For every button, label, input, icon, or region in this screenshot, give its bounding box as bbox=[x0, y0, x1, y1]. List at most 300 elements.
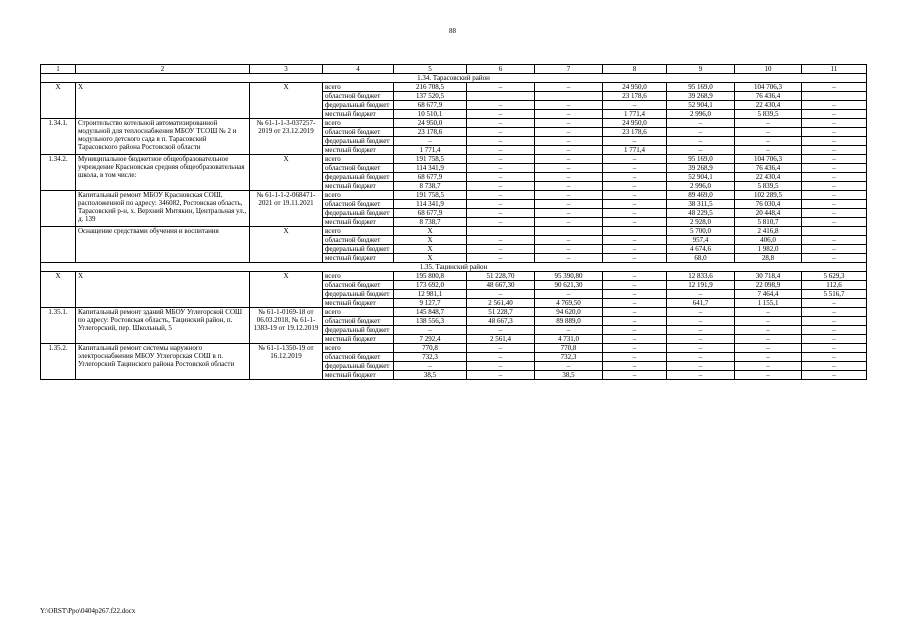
amount-cell: 1 982,0 bbox=[735, 245, 802, 254]
amount-cell: – bbox=[467, 236, 535, 245]
amount-cell: – bbox=[802, 308, 867, 317]
amount-cell: 68 677,9 bbox=[394, 101, 467, 110]
column-number-row bbox=[41, 65, 867, 74]
amount-cell: 30 718,4 bbox=[735, 272, 802, 281]
amount-cell: – bbox=[802, 245, 867, 254]
amount-cell: 22 430,4 bbox=[735, 173, 802, 182]
amount-cell: – bbox=[802, 362, 867, 371]
amount-cell: – bbox=[802, 353, 867, 362]
object-name-cell: Строительство котельной автоматизированной модульной для теплоснабжения МБОУ ТСОШ № 2 и модульного детского сада в п. Тарасовский Тарасовского района Ростовской области bbox=[76, 119, 250, 155]
amount-cell: – bbox=[394, 362, 467, 371]
section-row bbox=[41, 74, 867, 83]
amount-cell: 5 516,7 bbox=[802, 290, 867, 299]
amount-cell: – bbox=[535, 290, 603, 299]
amount-cell: – bbox=[802, 101, 867, 110]
amount-cell: 5 810,7 bbox=[735, 218, 802, 227]
table-body bbox=[41, 65, 867, 380]
amount-cell: 10 510,1 bbox=[394, 110, 467, 119]
amount-cell: – bbox=[467, 119, 535, 128]
amount-cell: – bbox=[802, 128, 867, 137]
amount-cell: 7 292,4 bbox=[394, 335, 467, 344]
amount-cell: 145 848,7 bbox=[394, 308, 467, 317]
amount-cell: 1 771,4 bbox=[603, 110, 667, 119]
amount-cell: – bbox=[535, 101, 603, 110]
funding-source-cell: федеральный бюджет bbox=[323, 326, 394, 335]
amount-cell: – bbox=[535, 236, 603, 245]
amount-cell: – bbox=[603, 281, 667, 290]
amount-cell: – bbox=[394, 137, 467, 146]
amount-cell: 68 677,9 bbox=[394, 173, 467, 182]
amount-cell: 68 677,9 bbox=[394, 209, 467, 218]
amount-cell bbox=[535, 92, 603, 101]
amount-cell: 90 621,30 bbox=[535, 281, 603, 290]
amount-cell: 76 436,4 bbox=[735, 92, 802, 101]
amount-cell: 48 229,5 bbox=[667, 209, 735, 218]
amount-cell: 89 469,0 bbox=[667, 191, 735, 200]
table-row bbox=[41, 119, 867, 128]
amount-cell: 38,5 bbox=[535, 371, 603, 380]
amount-cell: – bbox=[467, 191, 535, 200]
amount-cell: – bbox=[467, 371, 535, 380]
amount-cell: – bbox=[603, 164, 667, 173]
amount-cell: – bbox=[667, 362, 735, 371]
funding-source-cell: областной бюджет bbox=[323, 281, 394, 290]
amount-cell: 28,8 bbox=[735, 254, 802, 263]
funding-source-cell: областной бюджет bbox=[323, 200, 394, 209]
amount-cell: – bbox=[467, 362, 535, 371]
amount-cell: – bbox=[603, 317, 667, 326]
amount-cell: 112,6 bbox=[802, 281, 867, 290]
amount-cell: – bbox=[467, 344, 535, 353]
amount-cell: – bbox=[467, 83, 535, 92]
amount-cell: 95 390,80 bbox=[535, 272, 603, 281]
amount-cell: – bbox=[667, 326, 735, 335]
amount-cell: 114 341,9 bbox=[394, 164, 467, 173]
amount-cell: – bbox=[735, 308, 802, 317]
amount-cell: – bbox=[667, 371, 735, 380]
amount-cell: – bbox=[802, 209, 867, 218]
table-row bbox=[41, 191, 867, 200]
object-name-cell: Капитальный ремонт МБОУ Красновская СОШ, расположенной по адресу: 346082, Ростовская область, Тарасовский р-н, х. Верхний Митякин, Центральная ул., д. 139 bbox=[76, 191, 250, 227]
amount-cell: 191 758,5 bbox=[394, 155, 467, 164]
funding-source-cell: областной бюджет bbox=[323, 128, 394, 137]
funding-source-cell: федеральный бюджет bbox=[323, 101, 394, 110]
table-row bbox=[41, 344, 867, 353]
amount-cell: 1 771,4 bbox=[603, 146, 667, 155]
amount-cell: – bbox=[802, 200, 867, 209]
amount-cell: – bbox=[667, 353, 735, 362]
amount-cell: – bbox=[735, 353, 802, 362]
amount-cell: X bbox=[394, 245, 467, 254]
amount-cell: 24 950,0 bbox=[603, 83, 667, 92]
amount-cell: – bbox=[467, 146, 535, 155]
row-number-cell: 1.34.2. bbox=[41, 155, 76, 191]
amount-cell: 52 904,1 bbox=[667, 173, 735, 182]
amount-cell: 12 981,1 bbox=[394, 290, 467, 299]
amount-cell: – bbox=[467, 209, 535, 218]
section-row bbox=[41, 263, 867, 272]
funding-source-cell: областной бюджет bbox=[323, 92, 394, 101]
funding-source-cell: федеральный бюджет bbox=[323, 290, 394, 299]
amount-cell: 23 178,6 bbox=[394, 128, 467, 137]
amount-cell: – bbox=[735, 317, 802, 326]
amount-cell: – bbox=[467, 254, 535, 263]
amount-cell: – bbox=[535, 137, 603, 146]
amount-cell: – bbox=[603, 245, 667, 254]
funding-source-cell: областной бюджет bbox=[323, 164, 394, 173]
funding-source-cell: всего bbox=[323, 83, 394, 92]
amount-cell: 195 800,8 bbox=[394, 272, 467, 281]
amount-cell: 8 738,7 bbox=[394, 218, 467, 227]
amount-cell: – bbox=[535, 254, 603, 263]
object-name-cell: Капитальный ремонт системы наружного электроснабжения МБОУ Углегорская СОШ в п. Углегорский Тацинского района Ростовской области bbox=[76, 344, 250, 380]
column-number-cell: 5 bbox=[394, 65, 467, 74]
amount-cell: – bbox=[535, 200, 603, 209]
amount-cell: – bbox=[603, 209, 667, 218]
amount-cell: – bbox=[603, 218, 667, 227]
amount-cell: – bbox=[603, 371, 667, 380]
amount-cell: – bbox=[802, 371, 867, 380]
budget-table bbox=[40, 64, 867, 380]
amount-cell: – bbox=[535, 245, 603, 254]
amount-cell: – bbox=[667, 290, 735, 299]
amount-cell bbox=[603, 227, 667, 236]
document-number-cell: № 61-1-1350-19 от 16.12.2019 bbox=[250, 344, 323, 380]
amount-cell: 51 228,70 bbox=[467, 272, 535, 281]
amount-cell bbox=[467, 92, 535, 101]
amount-cell: – bbox=[467, 353, 535, 362]
amount-cell: – bbox=[467, 155, 535, 164]
amount-cell: – bbox=[802, 254, 867, 263]
amount-cell: 89 889,0 bbox=[535, 317, 603, 326]
amount-cell: 12 833,6 bbox=[667, 272, 735, 281]
object-name-cell: Капитальный ремонт зданий МБОУ Углегорской СОШ по адресу: Ростовская область, Тацинский район, п. Углегорский, пер. Школьный, 5 bbox=[76, 308, 250, 344]
row-number-cell: X bbox=[41, 83, 76, 119]
column-number-cell: 4 bbox=[323, 65, 394, 74]
amount-cell: 137 520,5 bbox=[394, 92, 467, 101]
row-number-cell: 1.34.1. bbox=[41, 119, 76, 155]
amount-cell: X bbox=[394, 227, 467, 236]
column-number-cell: 11 bbox=[802, 65, 867, 74]
amount-cell: – bbox=[535, 155, 603, 164]
table-row bbox=[41, 155, 867, 164]
amount-cell: – bbox=[603, 254, 667, 263]
amount-cell: 2 996,0 bbox=[667, 110, 735, 119]
amount-cell: – bbox=[603, 155, 667, 164]
amount-cell: – bbox=[467, 173, 535, 182]
amount-cell: 2 416,8 bbox=[735, 227, 802, 236]
amount-cell: 38,5 bbox=[394, 371, 467, 380]
funding-source-cell: местный бюджет bbox=[323, 299, 394, 308]
amount-cell: – bbox=[802, 164, 867, 173]
amount-cell: 68,0 bbox=[667, 254, 735, 263]
amount-cell: – bbox=[467, 326, 535, 335]
amount-cell: X bbox=[394, 254, 467, 263]
object-name-cell: X bbox=[76, 83, 250, 119]
amount-cell: 641,7 bbox=[667, 299, 735, 308]
amount-cell: 95 169,0 bbox=[667, 83, 735, 92]
amount-cell: – bbox=[467, 182, 535, 191]
amount-cell: 770,8 bbox=[394, 344, 467, 353]
funding-source-cell: областной бюджет bbox=[323, 353, 394, 362]
table-row bbox=[41, 83, 867, 92]
funding-source-cell: областной бюджет bbox=[323, 317, 394, 326]
table-row bbox=[41, 308, 867, 317]
amount-cell: – bbox=[467, 137, 535, 146]
amount-cell: – bbox=[802, 218, 867, 227]
amount-cell: 9 127,7 bbox=[394, 299, 467, 308]
amount-cell: 24 950,0 bbox=[603, 119, 667, 128]
amount-cell: – bbox=[603, 326, 667, 335]
amount-cell: 22 098,9 bbox=[735, 281, 802, 290]
amount-cell: – bbox=[802, 326, 867, 335]
funding-source-cell: всего bbox=[323, 344, 394, 353]
row-number-cell: X bbox=[41, 272, 76, 308]
document-number-cell: X bbox=[250, 155, 323, 191]
amount-cell: – bbox=[467, 164, 535, 173]
amount-cell: 23 178,6 bbox=[603, 128, 667, 137]
amount-cell: – bbox=[535, 164, 603, 173]
amount-cell: 138 556,3 bbox=[394, 317, 467, 326]
column-number-cell: 6 bbox=[467, 65, 535, 74]
document-number-cell: X bbox=[250, 227, 323, 263]
amount-cell: – bbox=[802, 146, 867, 155]
amount-cell: – bbox=[735, 119, 802, 128]
funding-source-cell: федеральный бюджет bbox=[323, 209, 394, 218]
document-number-cell: X bbox=[250, 272, 323, 308]
amount-cell: 5 700,0 bbox=[667, 227, 735, 236]
amount-cell: – bbox=[603, 335, 667, 344]
funding-source-cell: местный бюджет bbox=[323, 182, 394, 191]
amount-cell: – bbox=[535, 173, 603, 182]
amount-cell: – bbox=[603, 101, 667, 110]
amount-cell bbox=[467, 227, 535, 236]
funding-source-cell: местный бюджет bbox=[323, 110, 394, 119]
amount-cell: 2 928,0 bbox=[667, 218, 735, 227]
amount-cell: – bbox=[603, 137, 667, 146]
funding-source-cell: всего bbox=[323, 155, 394, 164]
amount-cell: 104 706,3 bbox=[735, 83, 802, 92]
section-title: 1.34. Тарасовский район bbox=[41, 74, 867, 83]
amount-cell: – bbox=[535, 326, 603, 335]
funding-source-cell: всего bbox=[323, 308, 394, 317]
amount-cell: – bbox=[467, 110, 535, 119]
amount-cell: 4 674,6 bbox=[667, 245, 735, 254]
amount-cell: 2 561,4 bbox=[467, 335, 535, 344]
amount-cell: – bbox=[535, 110, 603, 119]
amount-cell: – bbox=[535, 119, 603, 128]
amount-cell: 22 430,4 bbox=[735, 101, 802, 110]
amount-cell: 114 341,9 bbox=[394, 200, 467, 209]
amount-cell: 52 904,1 bbox=[667, 101, 735, 110]
amount-cell: – bbox=[667, 146, 735, 155]
column-number-cell: 8 bbox=[603, 65, 667, 74]
amount-cell: – bbox=[802, 173, 867, 182]
funding-source-cell: всего bbox=[323, 119, 394, 128]
amount-cell: – bbox=[735, 371, 802, 380]
amount-cell: – bbox=[467, 128, 535, 137]
amount-cell: – bbox=[802, 335, 867, 344]
amount-cell bbox=[802, 92, 867, 101]
funding-source-cell: всего bbox=[323, 227, 394, 236]
funding-source-cell: федеральный бюджет bbox=[323, 173, 394, 182]
funding-source-cell: местный бюджет bbox=[323, 146, 394, 155]
amount-cell: 8 738,7 bbox=[394, 182, 467, 191]
row-number-cell: 1.35.2. bbox=[41, 344, 76, 380]
amount-cell: 770,8 bbox=[535, 344, 603, 353]
amount-cell: 102 289,5 bbox=[735, 191, 802, 200]
amount-cell: – bbox=[467, 200, 535, 209]
amount-cell: – bbox=[802, 317, 867, 326]
amount-cell: 732,3 bbox=[394, 353, 467, 362]
row-number-cell: 1.35.1. bbox=[41, 308, 76, 344]
column-number-cell: 2 bbox=[76, 65, 250, 74]
funding-source-cell: местный бюджет bbox=[323, 218, 394, 227]
funding-source-cell: местный бюджет bbox=[323, 335, 394, 344]
table-row bbox=[41, 227, 867, 236]
amount-cell: 48 667,30 bbox=[467, 281, 535, 290]
amount-cell: – bbox=[603, 308, 667, 317]
amount-cell: 39 268,9 bbox=[667, 164, 735, 173]
column-number-cell: 7 bbox=[535, 65, 603, 74]
amount-cell: – bbox=[735, 362, 802, 371]
funding-source-cell: федеральный бюджет bbox=[323, 245, 394, 254]
amount-cell: 2 996,0 bbox=[667, 182, 735, 191]
column-number-cell: 3 bbox=[250, 65, 323, 74]
amount-cell: – bbox=[535, 218, 603, 227]
amount-cell: 20 448,4 bbox=[735, 209, 802, 218]
funding-source-cell: местный бюджет bbox=[323, 371, 394, 380]
amount-cell: – bbox=[802, 236, 867, 245]
amount-cell: – bbox=[802, 299, 867, 308]
amount-cell: – bbox=[603, 299, 667, 308]
amount-cell: – bbox=[535, 128, 603, 137]
amount-cell: – bbox=[603, 272, 667, 281]
funding-source-cell: всего bbox=[323, 272, 394, 281]
amount-cell: – bbox=[467, 245, 535, 254]
document-number-cell: № 61-1-1-2-068471-2021 от 19.11.2021 bbox=[250, 191, 323, 227]
amount-cell: – bbox=[802, 137, 867, 146]
table-row bbox=[41, 272, 867, 281]
amount-cell: – bbox=[735, 128, 802, 137]
amount-cell: – bbox=[603, 200, 667, 209]
amount-cell: – bbox=[394, 326, 467, 335]
column-number-cell: 1 bbox=[41, 65, 76, 74]
amount-cell: – bbox=[735, 344, 802, 353]
page-number: 88 bbox=[449, 27, 456, 35]
amount-cell: – bbox=[667, 344, 735, 353]
amount-cell: – bbox=[535, 146, 603, 155]
amount-cell: X bbox=[394, 236, 467, 245]
amount-cell: – bbox=[535, 362, 603, 371]
amount-cell: 216 708,5 bbox=[394, 83, 467, 92]
amount-cell: 24 950,0 bbox=[394, 119, 467, 128]
amount-cell: 5 629,3 bbox=[802, 272, 867, 281]
funding-source-cell: всего bbox=[323, 191, 394, 200]
amount-cell: 173 692,0 bbox=[394, 281, 467, 290]
amount-cell: 957,4 bbox=[667, 236, 735, 245]
amount-cell: 48 667,3 bbox=[467, 317, 535, 326]
amount-cell: – bbox=[667, 128, 735, 137]
amount-cell: – bbox=[667, 317, 735, 326]
amount-cell: – bbox=[467, 101, 535, 110]
amount-cell: 12 191,9 bbox=[667, 281, 735, 290]
amount-cell: – bbox=[603, 191, 667, 200]
section-title: 1.35. Тацинский район bbox=[41, 263, 867, 272]
amount-cell: 732,3 bbox=[535, 353, 603, 362]
amount-cell: 39 268,9 bbox=[667, 92, 735, 101]
row-number-cell bbox=[41, 227, 76, 263]
funding-source-cell: областной бюджет bbox=[323, 236, 394, 245]
amount-cell: – bbox=[467, 218, 535, 227]
amount-cell: – bbox=[667, 335, 735, 344]
amount-cell: 104 706,3 bbox=[735, 155, 802, 164]
amount-cell: 406,0 bbox=[735, 236, 802, 245]
amount-cell: – bbox=[603, 353, 667, 362]
amount-cell: – bbox=[802, 83, 867, 92]
amount-cell: – bbox=[735, 326, 802, 335]
amount-cell: – bbox=[735, 335, 802, 344]
amount-cell: 2 561,40 bbox=[467, 299, 535, 308]
footer-file-path: Y:\ORST\Ppo\0404p267.f22.docx bbox=[40, 607, 136, 615]
amount-cell: 23 178,6 bbox=[603, 92, 667, 101]
amount-cell: 76 436,4 bbox=[735, 164, 802, 173]
amount-cell: – bbox=[667, 308, 735, 317]
amount-cell: – bbox=[535, 191, 603, 200]
amount-cell: – bbox=[603, 182, 667, 191]
object-name-cell: X bbox=[76, 272, 250, 308]
amount-cell: – bbox=[603, 290, 667, 299]
amount-cell: – bbox=[802, 191, 867, 200]
amount-cell: 5 839,5 bbox=[735, 110, 802, 119]
amount-cell: – bbox=[535, 209, 603, 218]
funding-source-cell: местный бюджет bbox=[323, 254, 394, 263]
amount-cell: 4 769,50 bbox=[535, 299, 603, 308]
row-number-cell bbox=[41, 191, 76, 227]
document-number-cell: № 61-1-0169-18 от 06.03.2018, № 61-1-1383-19 от 19.12.2019 bbox=[250, 308, 323, 344]
amount-cell: – bbox=[802, 119, 867, 128]
amount-cell: 7 464,4 bbox=[735, 290, 802, 299]
amount-cell: 76 030,4 bbox=[735, 200, 802, 209]
amount-cell: 5 839,5 bbox=[735, 182, 802, 191]
amount-cell bbox=[535, 227, 603, 236]
amount-cell: – bbox=[535, 83, 603, 92]
amount-cell bbox=[802, 227, 867, 236]
amount-cell: 94 620,0 bbox=[535, 308, 603, 317]
amount-cell: 51 228,7 bbox=[467, 308, 535, 317]
amount-cell: – bbox=[535, 182, 603, 191]
document-number-cell: № 61-1-1-3-037257-2019 от 23.12.2019 bbox=[250, 119, 323, 155]
amount-cell: 95 169,0 bbox=[667, 155, 735, 164]
amount-cell: – bbox=[802, 182, 867, 191]
funding-source-cell: федеральный бюджет bbox=[323, 362, 394, 371]
document-number-cell: X bbox=[250, 83, 323, 119]
amount-cell: – bbox=[802, 344, 867, 353]
amount-cell: – bbox=[735, 146, 802, 155]
amount-cell: – bbox=[467, 290, 535, 299]
amount-cell: 1 771,4 bbox=[394, 146, 467, 155]
amount-cell: – bbox=[735, 137, 802, 146]
column-number-cell: 9 bbox=[667, 65, 735, 74]
amount-cell: 4 731,0 bbox=[535, 335, 603, 344]
object-name-cell: Муниципальное бюджетное общеобразовательное учреждение Красновская средняя общеобразовательная школа, в том числе: bbox=[76, 155, 250, 191]
column-number-cell: 10 bbox=[735, 65, 802, 74]
amount-cell: – bbox=[802, 110, 867, 119]
object-name-cell: Оснащение средствами обучения и воспитания bbox=[76, 227, 250, 263]
amount-cell: – bbox=[603, 236, 667, 245]
amount-cell: 38 311,5 bbox=[667, 200, 735, 209]
amount-cell: – bbox=[667, 119, 735, 128]
